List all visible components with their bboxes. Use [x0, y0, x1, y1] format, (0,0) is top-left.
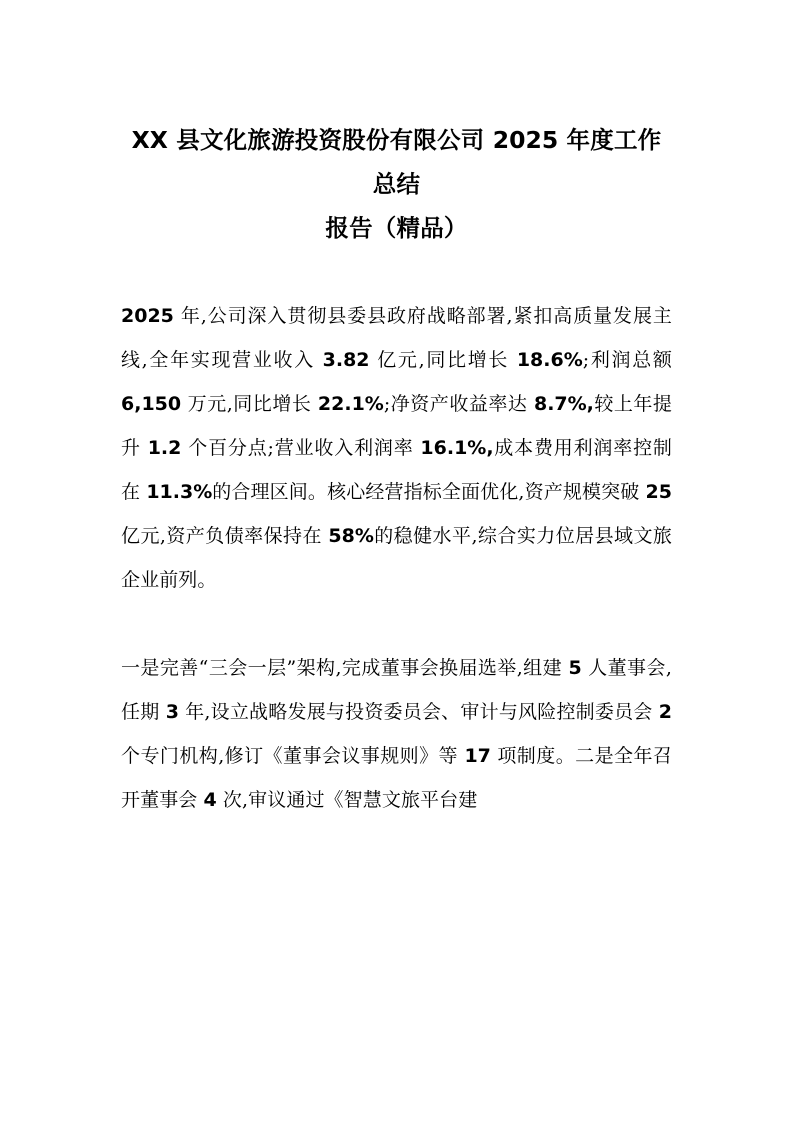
inline-figure: 11.3% [146, 481, 213, 503]
inline-figure: 3.82 [322, 349, 370, 371]
inline-figure: XX [131, 126, 168, 154]
inline-figure: 58% [328, 525, 374, 547]
paragraph-governance: 一是完善“三会一层”架构,完成董事会换届选举,组建 5 人董事会,任期 3 年,设立战略发展与投资委员会、审计与风险控制委员会 2 个专门机构,修订《董事会议事规则》等 17 项制度。二是全年召开董事会 4 次,审议通过《智慧文旅平台建 [121, 657, 672, 811]
inline-figure: 5 [568, 657, 582, 679]
title-line-1: XX 县文化旅游投资股份有限公司 2025 年度工作总结 [131, 126, 662, 198]
page-title [121, 0, 672, 250]
title-line-2: 报告（精品） [325, 214, 468, 242]
inline-figure: 18.6% [516, 349, 583, 371]
inline-figure: 6,150 [121, 393, 182, 415]
inline-figure: 1.2 [147, 437, 182, 459]
inline-figure: 25 [645, 481, 672, 503]
paragraph-overview: 2025 年,公司深入贯彻县委县政府战略部署,紧扣高质量发展主线,全年实现营业收入 3.82 亿元,同比增长 18.6%;利润总额 6,150 万元,同比增长 22.1%;净资产收益率达 8.7%,较上年提升 1.2 个百分点;营业收入利润率 16.1%,成本费用利润率控制在 11.3%的合理区间。核心经营指标全面优化,资产规模突破 25 亿元,资产负债率保持在 58%的稳健水平,综合实力位居县域文旅企业前列。 [121, 305, 673, 591]
inline-figure: 17 [464, 745, 491, 767]
inline-figure: 3 [165, 701, 179, 723]
inline-figure: 16.1%, [420, 437, 494, 459]
document-body [121, 294, 672, 822]
inline-figure: 2025 [492, 126, 559, 154]
inline-figure: 2 [658, 701, 672, 723]
inline-figure: 2025 [121, 305, 174, 327]
inline-figure: 22.1% [317, 393, 384, 415]
inline-figure: 4 [203, 789, 217, 811]
inline-figure: 8.7%, [533, 393, 594, 415]
